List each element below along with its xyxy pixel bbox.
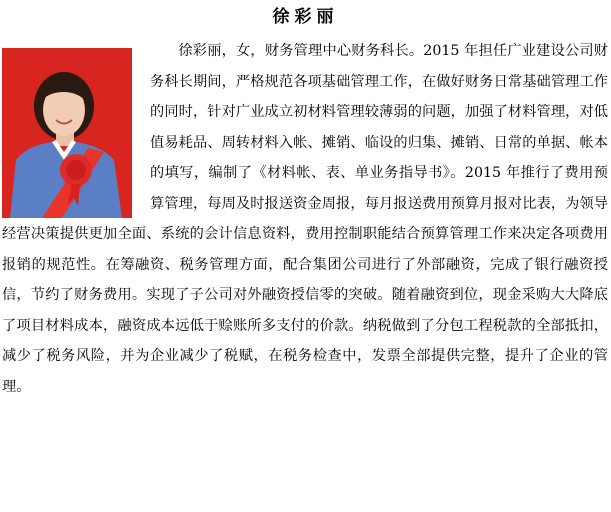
document-title: 徐彩丽 [272, 7, 339, 27]
body-paragraph-text: 徐彩丽，女，财务管理中心财务科长。2015 年担任广业建设公司财务科长期间，严格规范各项基础管理工作，在做好财务日常基础管理工作的同时，针对广业成立初材料管理较薄弱的问题，加强了材料管理，对低值易耗品、周转材料入帐、摊销、临设的归集、摊销、日常的单据、帐本的填写，编制了《材料帐、表、单业务指导书》。2015 年推行了费用预算管理，每周及时报送资金周报，每月报送费用预算月报对比表，为领导经营决策提供更加全面、系统的会计信息资料，费用控制职能结合预算管理工作来决定各项费用报销的规范性。在筹融资、税务管理方面，配合集团公司进行了外部融资，完成了银行融资授信，节约了财务费用。实现了子公司对外融资授信零的突破。随着融资到位，现金采购大大降底了项目材料成本，融资成本远低于赊账所多支付的价款。纳税做到了分包工程税款的全部抵扣，减少了税务风险，并为企业减少了税赋，在税务检查中，发票全部提供完整，提升了企业的管理。 [2, 43, 608, 395]
body-paragraph [2, 36, 608, 402]
photo-wrap-spacer [2, 36, 150, 219]
